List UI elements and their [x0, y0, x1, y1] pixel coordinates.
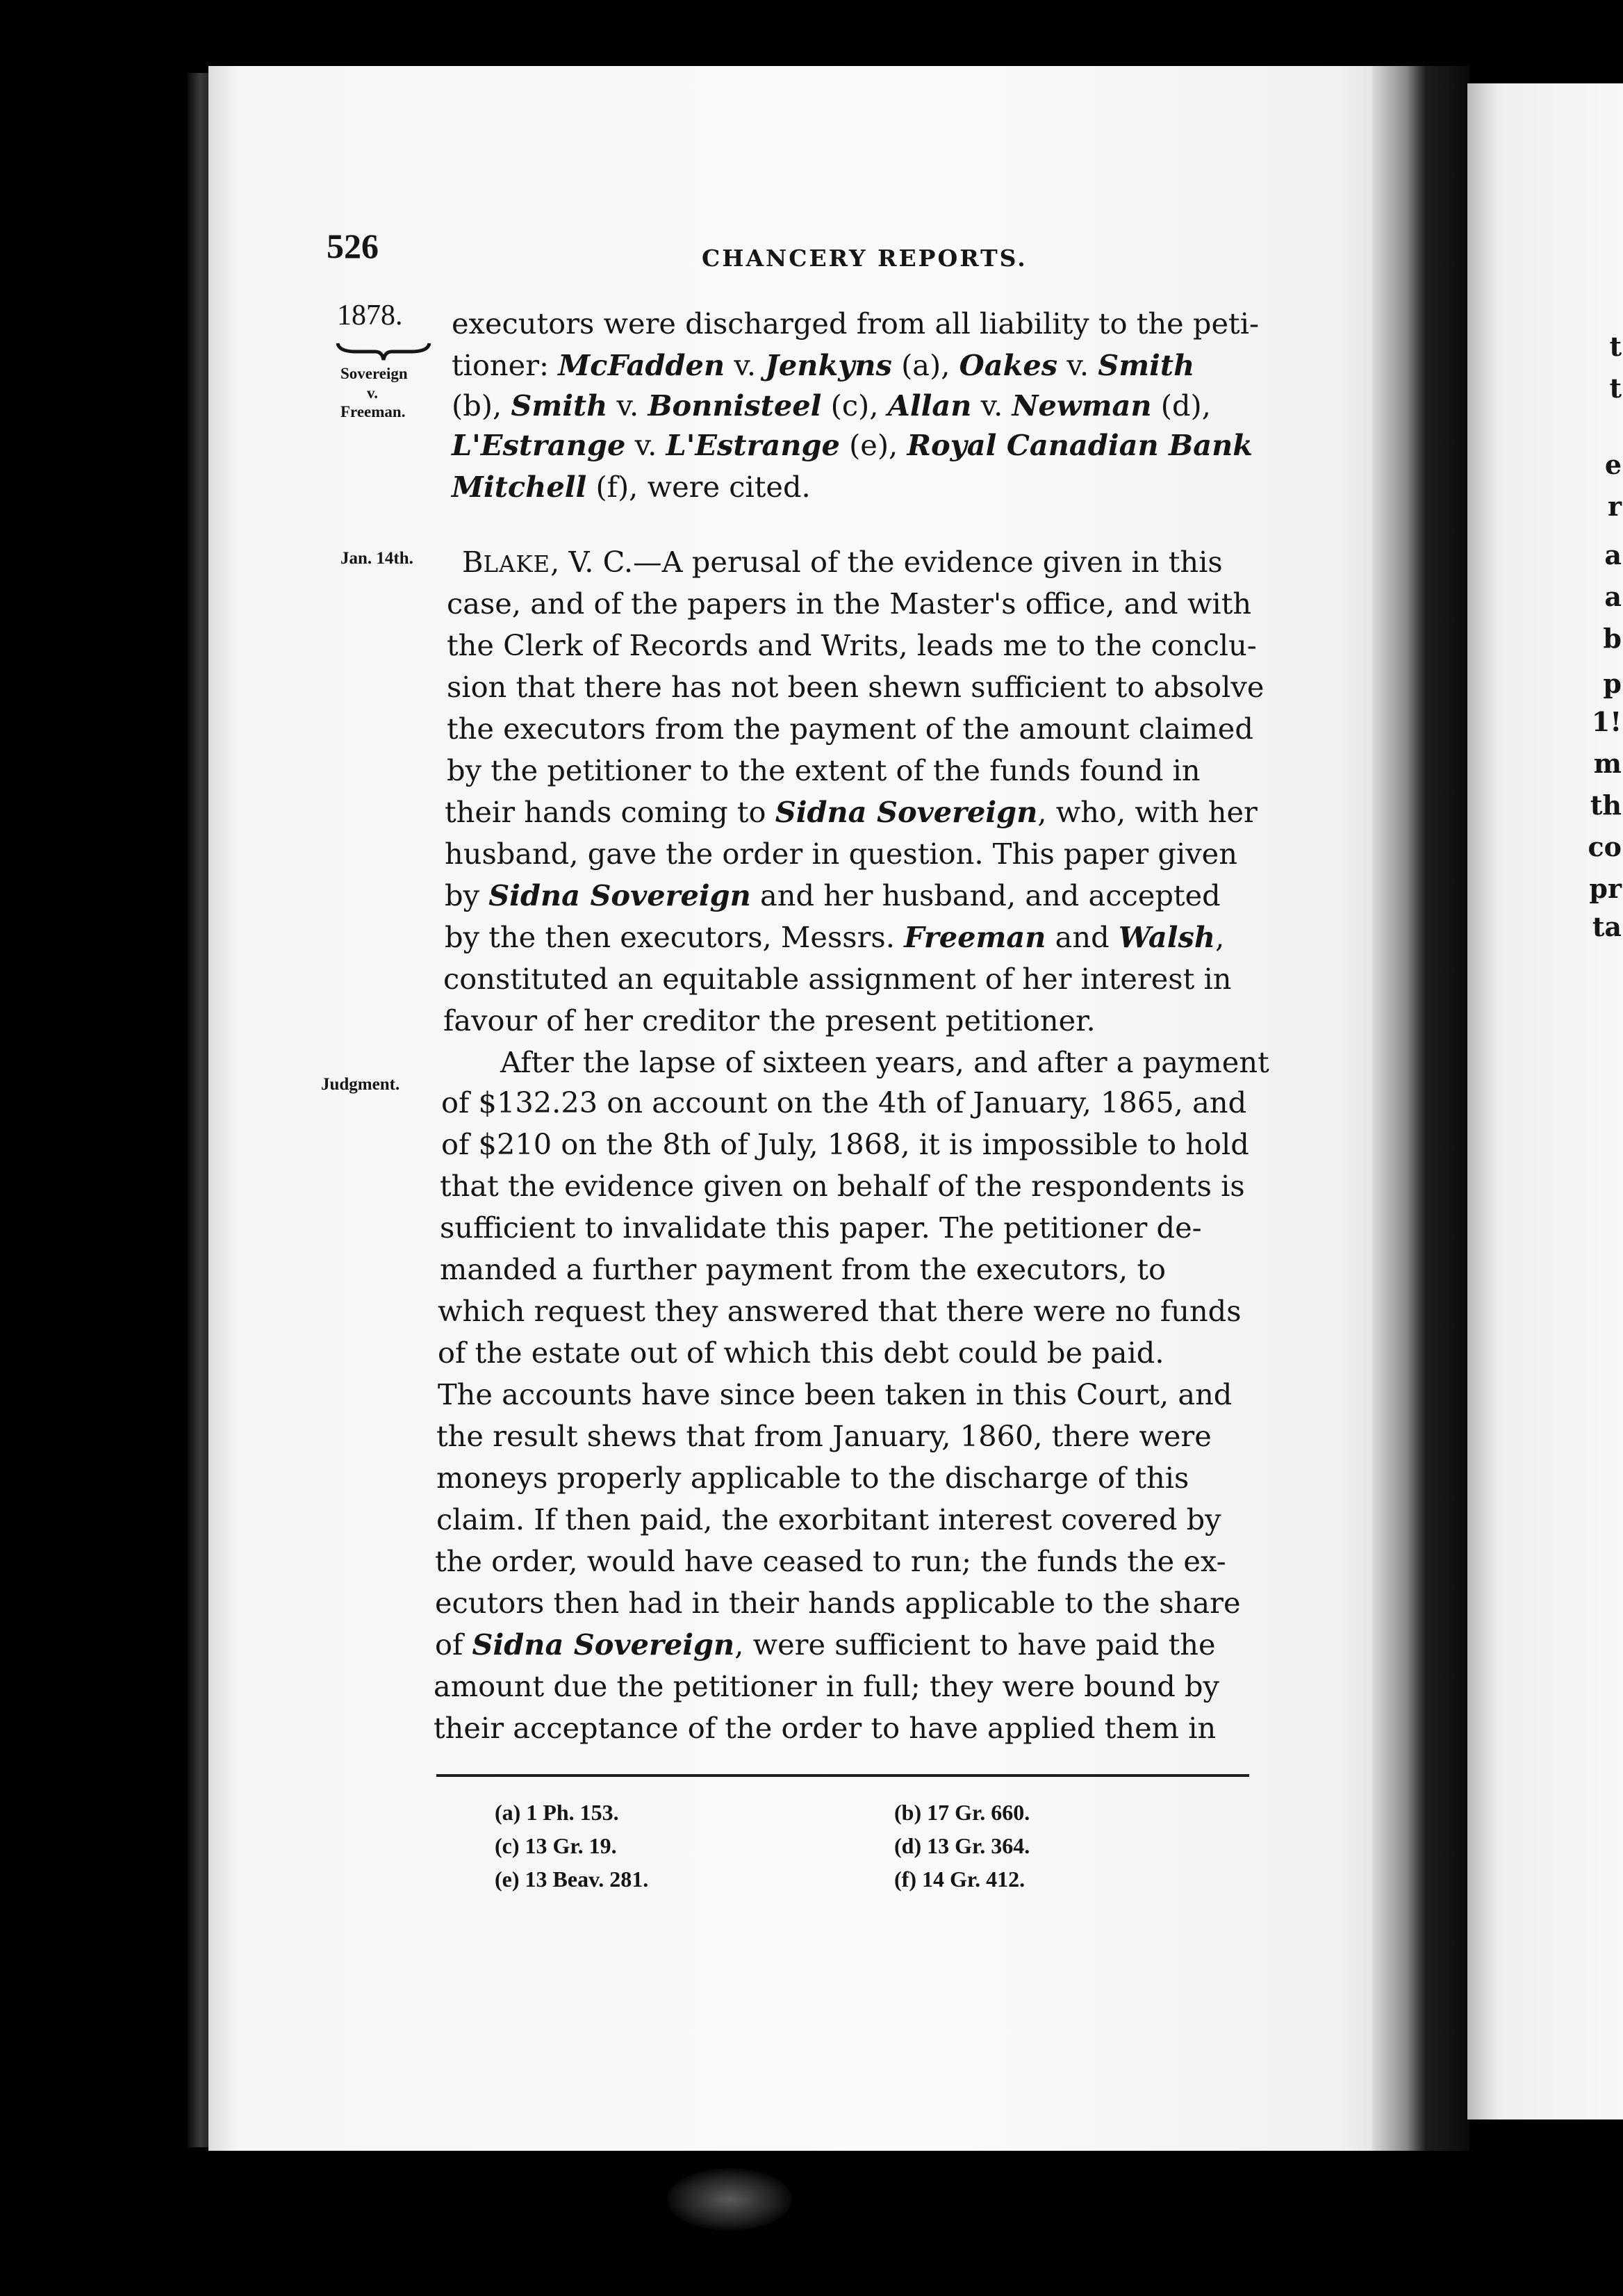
text-line: L'Estrange v. L'Estrange (e), Royal Canadian Bank [452, 428, 1253, 462]
margin-case-freeman: Freeman. [340, 403, 406, 420]
text-line: their hands coming to Sidna Sovereign, who, with her [445, 795, 1258, 829]
text-line: BLAKE, V. C.—A perusal of the evidence given in this [462, 545, 1223, 579]
margin-case-v: v. [367, 384, 378, 402]
text-line: sion that there has not been shewn sufficient to absolve [447, 670, 1264, 704]
footnote-rule [436, 1774, 1249, 1777]
text-line: constituted an equitable assignment of her interest in [443, 962, 1232, 996]
text-line: manded a further payment from the executors, to [440, 1252, 1167, 1286]
facing-fragment: 1! [1591, 706, 1622, 737]
facing-fragment: a [1604, 539, 1622, 571]
text-line: of Sidna Sovereign, were sufficient to have paid the [435, 1627, 1216, 1662]
footnote-a: (a) 1 Ph. 153. [495, 1800, 619, 1825]
facing-fragment: t [1609, 331, 1622, 362]
text-line: tioner: McFadden v. Jenkyns (a), Oakes v. Smith [452, 348, 1195, 382]
text-line: (b), Smith v. Bonnisteel (c), Allan v. Newman (d), [452, 388, 1211, 423]
text-line: the order, would have ceased to run; the funds the ex- [435, 1544, 1226, 1578]
facing-fragment: e [1604, 449, 1622, 480]
text-line: moneys properly applicable to the discharge of this [436, 1461, 1189, 1495]
facing-fragment: r [1607, 491, 1622, 522]
facing-fragment: t [1609, 372, 1622, 404]
text-line: favour of her creditor the present petitioner. [443, 1003, 1096, 1038]
text-line: amount due the petitioner in full; they were bound by [434, 1669, 1219, 1703]
text-line: the executors from the payment of the amount claimed [447, 712, 1253, 746]
facing-fragment: ta [1592, 911, 1622, 942]
text-line: sufficient to invalidate this paper. The petitioner de- [440, 1211, 1202, 1245]
text-line: of $210 on the 8th of July, 1868, it is impossible to hold [441, 1127, 1249, 1161]
footnote-b: (b) 17 Gr. 660. [894, 1800, 1030, 1825]
text-line: claim. If then paid, the exorbitant interest covered by [436, 1502, 1221, 1536]
text-line: executors were discharged from all liability to the peti- [452, 306, 1260, 341]
footnote-c: (c) 13 Gr. 19. [495, 1833, 617, 1858]
text-line: by Sidna Sovereign and her husband, and accepted [445, 878, 1221, 912]
facing-fragment: th [1590, 789, 1622, 821]
footnote-e: (e) 13 Beav. 281. [495, 1867, 649, 1892]
text-line: by the then executors, Messrs. Freeman and Walsh, [445, 920, 1225, 954]
running-head: CHANCERY REPORTS. [702, 245, 1028, 272]
text-line: their acceptance of the order to have applied them in [434, 1711, 1217, 1745]
text-line: that the evidence given on behalf of the respondents is [440, 1169, 1245, 1203]
scan-smudge [667, 2168, 792, 2231]
text-line: husband, gave the order in question. This paper given [445, 837, 1237, 871]
facing-page [1467, 83, 1623, 2119]
footnote-f: (f) 14 Gr. 412. [894, 1867, 1025, 1892]
text-line: the result shews that from January, 1860, there were [436, 1419, 1212, 1453]
text-line: the Clerk of Records and Writs, leads me to the conclu- [447, 628, 1257, 662]
margin-case-sovereign: Sovereign [340, 365, 408, 382]
margin-date: Jan. 14th. [340, 549, 413, 568]
margin-year: 1878. [337, 300, 403, 331]
curly-brace-icon [335, 339, 432, 363]
facing-fragment: m [1593, 748, 1622, 779]
text-line: by the petitioner to the extent of the funds found in [447, 753, 1201, 787]
facing-fragment: b [1603, 623, 1622, 654]
facing-fragment: co [1588, 831, 1622, 862]
text-line: which request they answered that there were no funds [438, 1294, 1242, 1328]
footnote-d: (d) 13 Gr. 364. [894, 1833, 1030, 1858]
text-line: After the lapse of sixteen years, and after a payment [500, 1045, 1269, 1079]
text-line: of the estate out of which this debt could be paid. [438, 1336, 1164, 1370]
text-line: The accounts have since been taken in this Court, and [438, 1377, 1233, 1411]
facing-fragment: p [1603, 668, 1622, 699]
facing-fragment: a [1604, 581, 1622, 612]
text-line: of $132.23 on account on the 4th of January, 1865, and [441, 1085, 1247, 1120]
text-line: case, and of the papers in the Master's office, and with [447, 587, 1252, 621]
facing-fragment: pr [1589, 873, 1622, 904]
page-number: 526 [327, 227, 379, 265]
gutter-shadow [1372, 66, 1469, 2151]
margin-judgment: Judgment. [321, 1075, 400, 1094]
text-line: ecutors then had in their hands applicable to the share [435, 1586, 1241, 1620]
text-line: Mitchell (f), were cited. [452, 470, 811, 504]
